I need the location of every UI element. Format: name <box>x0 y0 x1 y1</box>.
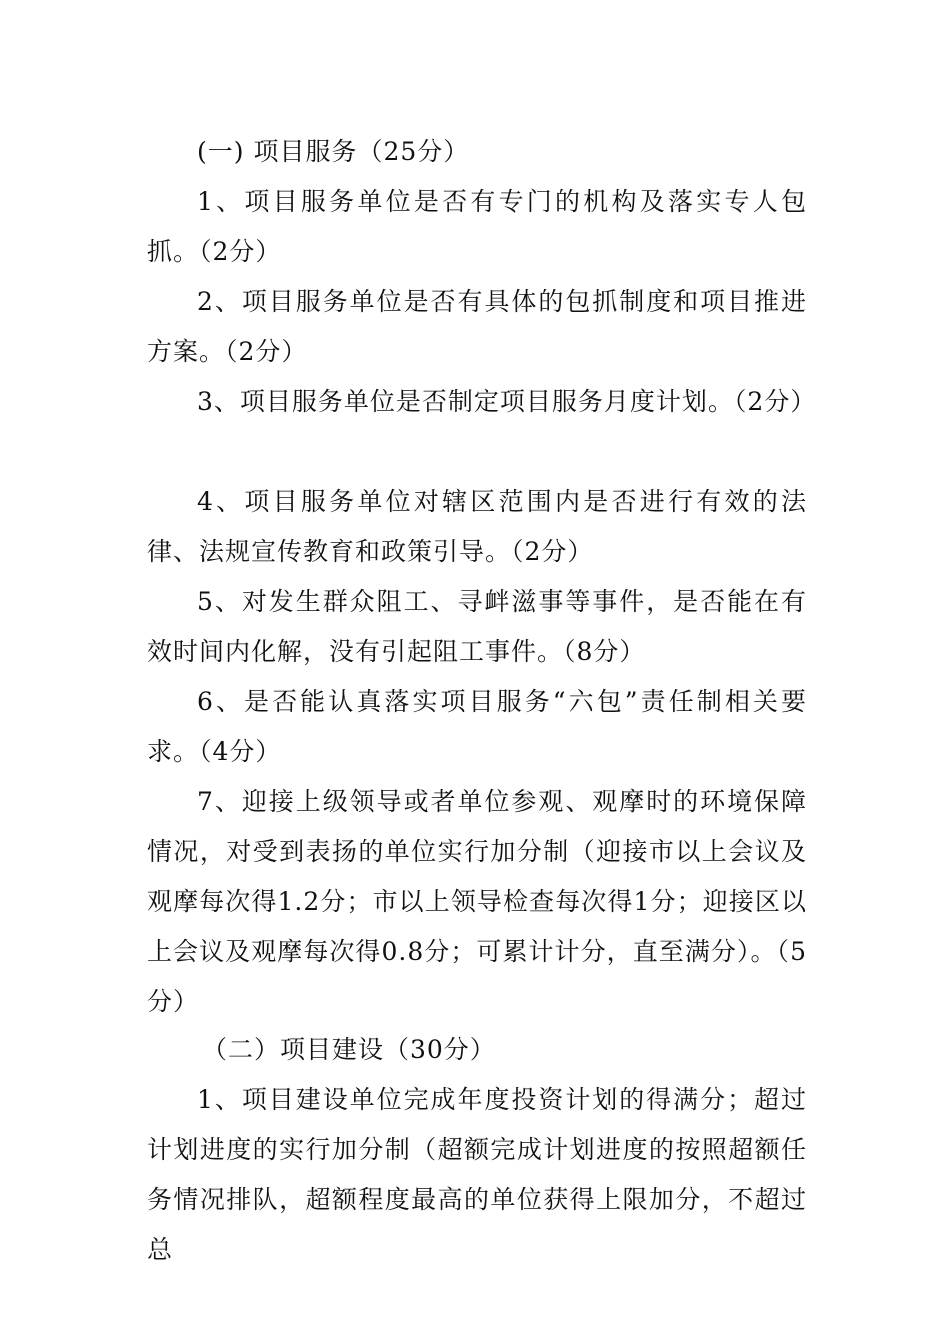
item-5-incident-resolution: 5、对发生群众阻工、寻衅滋事等事件，是否能在有效时间内化解，没有引起阻工事件。（8分） <box>147 587 807 666</box>
item-7-environment-guarantee: 7、迎接上级领导或者单位参观、观摩时的环境保障情况，对受到表扬的单位实行加分制（迎接市以上会议及观摩每次得1.2分；市以上领导检查每次得1分；迎接区以上会议及观摩每次得0.8分；可累计计分，直至满分）。（5分） <box>147 787 807 1016</box>
section-heading-project-service: (一) 项目服务（25分） <box>197 137 470 166</box>
item-1-annual-investment: 1、项目建设单位完成年度投资计划的得满分；超过计划进度的实行加分制（超额完成计划进度的按照超额任务情况排队，超额程度最高的单位获得上限加分，不超过总 <box>147 1085 807 1264</box>
item-1-dedicated-agency: 1、项目服务单位是否有专门的机构及落实专人包抓。（2分） <box>147 187 807 266</box>
item-4-legal-publicity: 4、项目服务单位对辖区范围内是否进行有效的法律、法规宣传教育和政策引导。（2分） <box>147 487 807 566</box>
item-3-monthly-plan: 3、项目服务单位是否制定项目服务月度计划。（2分） <box>197 387 817 416</box>
item-6-six-responsibility: 6、是否能认真落实项目服务“六包”责任制相关要求。（4分） <box>147 687 807 766</box>
item-2-system-and-plan: 2、项目服务单位是否有具体的包抓制度和项目推进方案。（2分） <box>147 287 807 366</box>
section-heading-project-construction: （二）项目建设（30分） <box>202 1035 496 1064</box>
